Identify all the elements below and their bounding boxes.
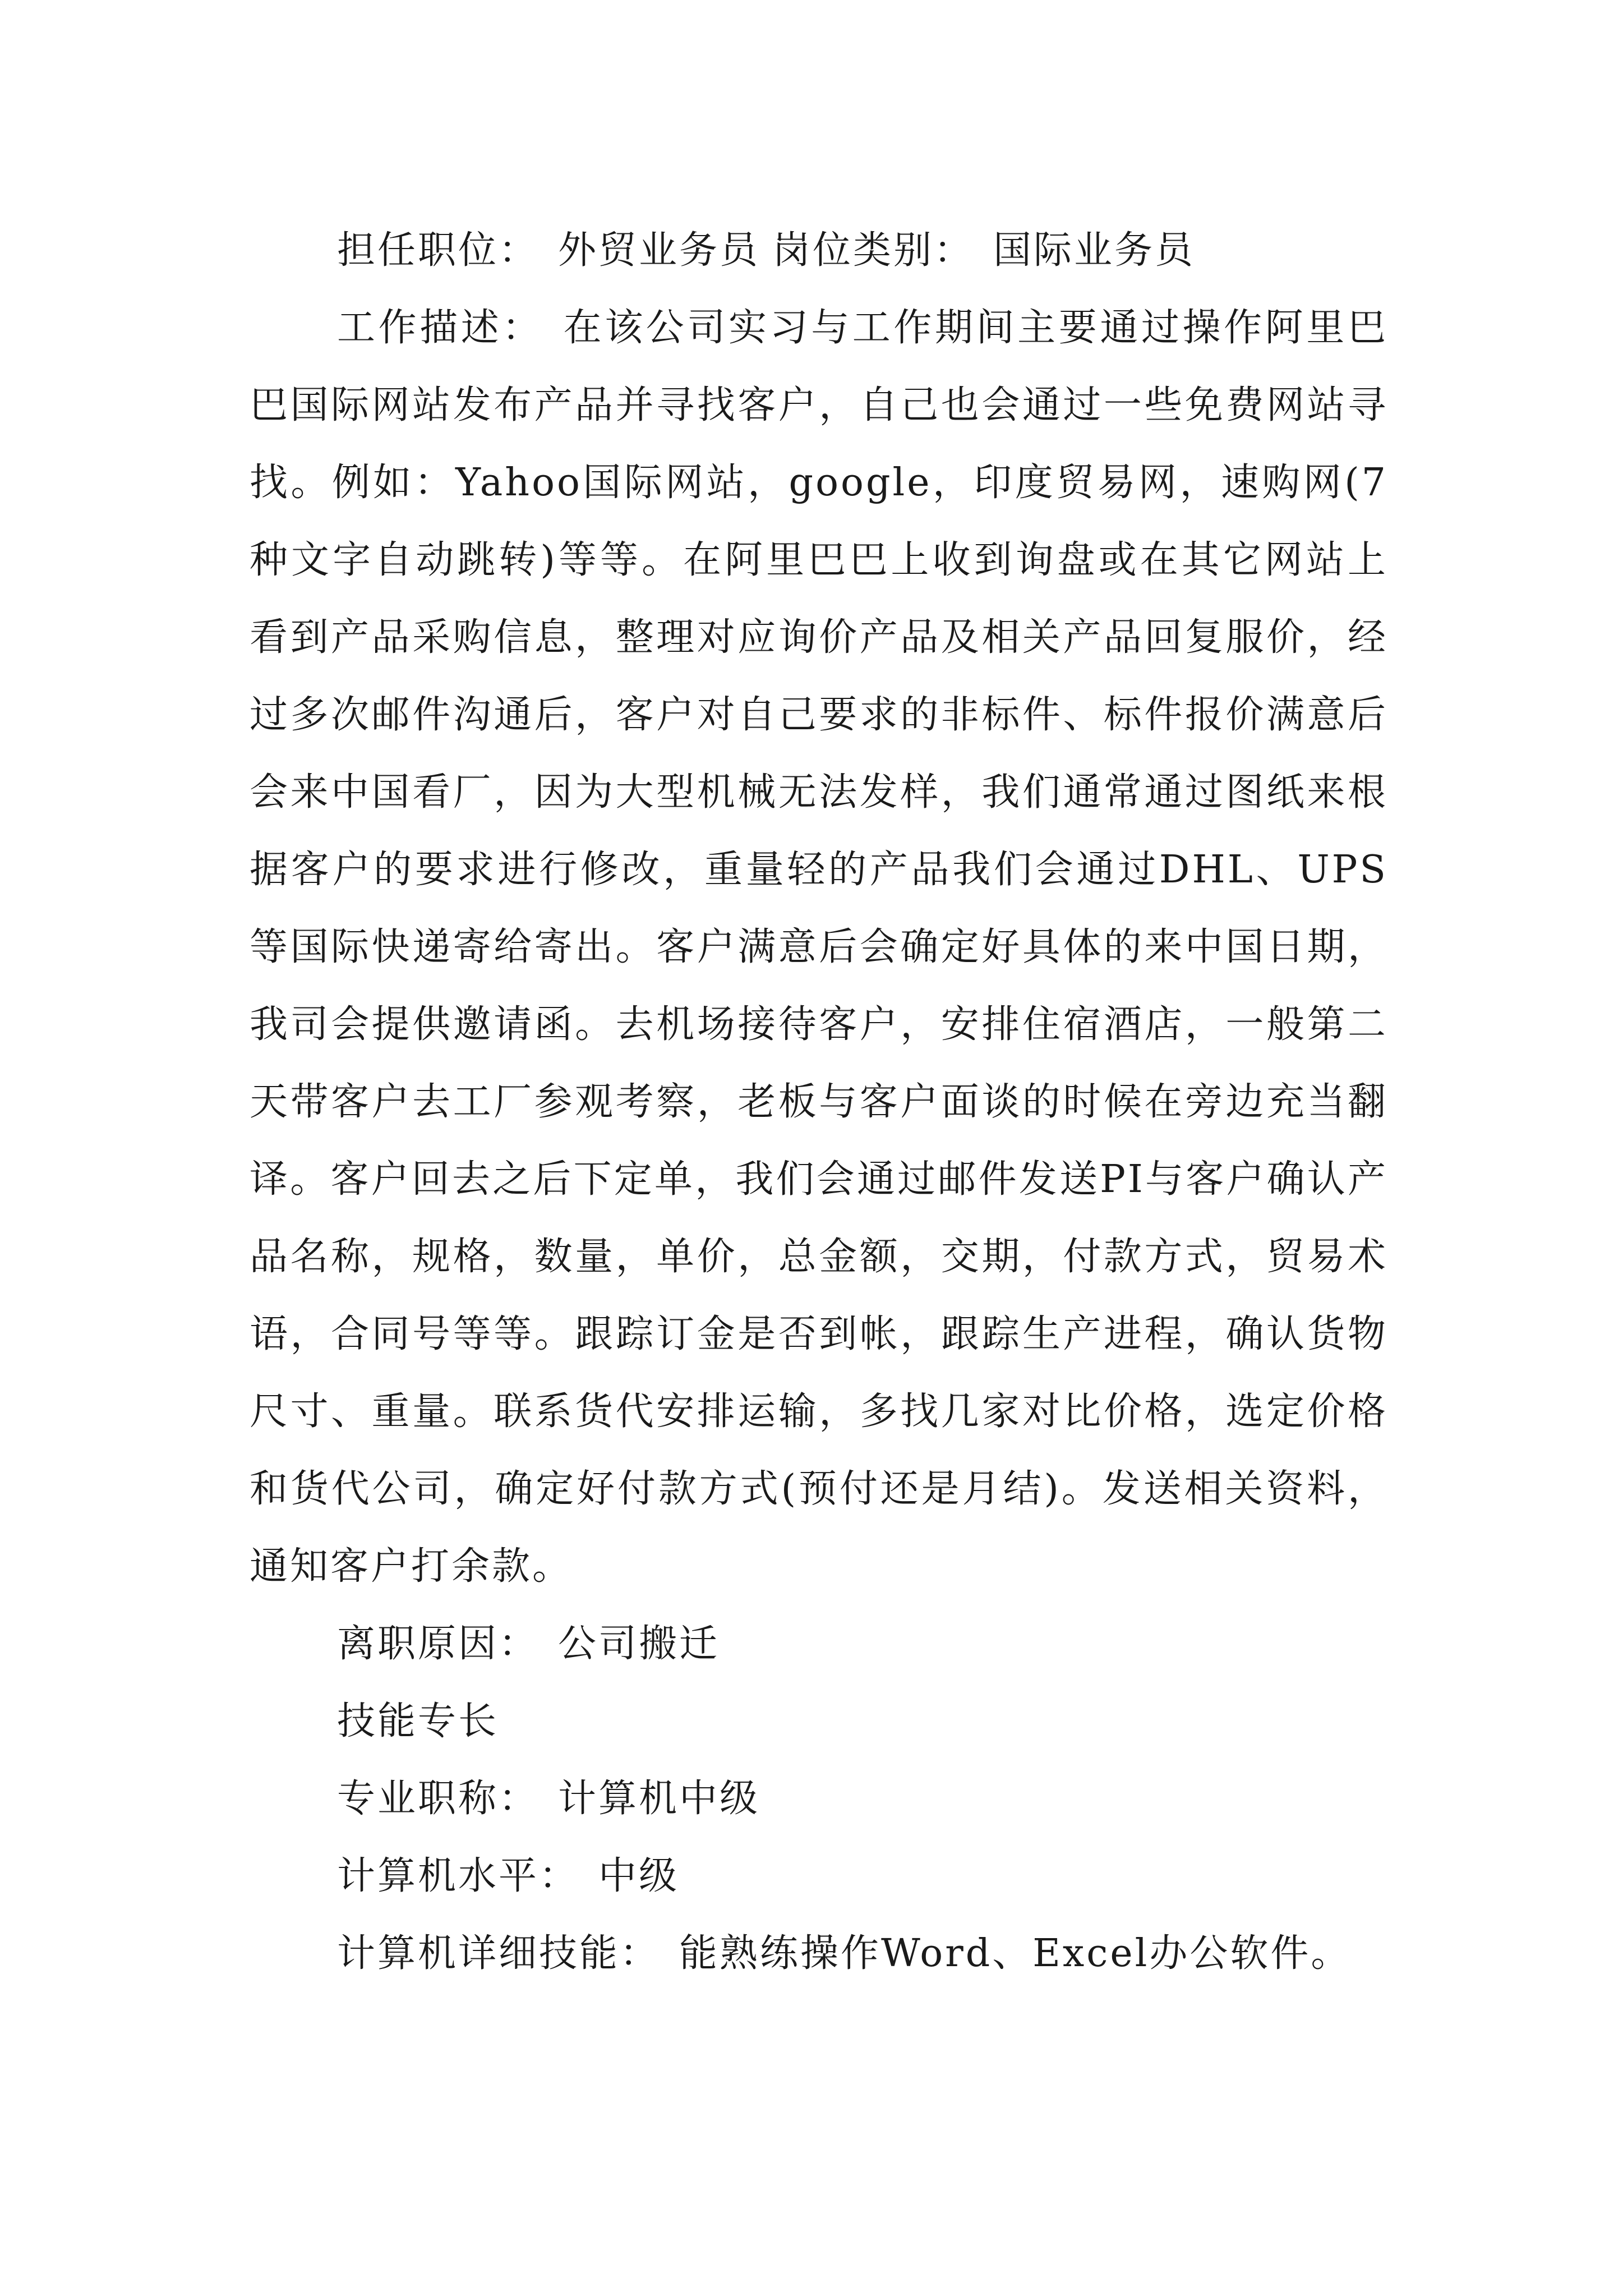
computer-skills-label: 计算机详细技能：: [337, 1931, 661, 1976]
category-value: 国际业务员: [993, 228, 1196, 273]
leave-reason-value: 公司搬迁: [558, 1622, 720, 1666]
computer-level-line: [250, 1838, 1388, 1915]
computer-skills-line: [250, 1915, 1388, 1993]
skills-heading: [250, 1683, 1388, 1760]
resume-body: [250, 212, 1388, 1993]
leave-reason-line: [250, 1605, 1388, 1683]
skills-heading-text: 技能专长: [337, 1699, 499, 1743]
job-description-text: 在该公司实习与工作期间主要通过操作阿里巴巴国际网站发布产品并寻找客户，自己也会通过一些免费网站寻找。例如：Yahoo国际网站，google，印度贸易网，速购网(7种文字自动跳转)等等。在阿里巴巴上收到询盘或在其它网站上看到产品采购信息，整理对应询价产品及相关产品回复服价，经过多次邮件沟通后，客户对自己要求的非标件、标件报价满意后会来中国看厂，因为大型机械无法发样，我们通常通过图纸来根据客户的要求进行修改，重量轻的产品我们会通过DHL、UPS等国际快递寄给寄出。客户满意后会确定好具体的来中国日期，我司会提供邀请函。去机场接待客户，安排住宿酒店，一般第二天带客户去工厂参观考察，老板与客户面谈的时候在旁边充当翻译。客户回去之后下定单，我们会通过邮件发送PI与客户确认产品名称，规格，数量，单价，总金额，交期，付款方式，贸易术语，合同号等等。跟踪订金是否到帐，跟踪生产进程，确认货物尺寸、重量。联系货代安排运输，多找几家对比价格，选定价格和货代公司，确定好付款方式(预付还是月结)。发送相关资料，通知客户打余款。: [250, 306, 1389, 1589]
position-line: [250, 212, 1388, 289]
job-description-paragraph: [250, 289, 1388, 1605]
position-label: 担任职位：: [337, 228, 540, 273]
leave-reason-label: 离职原因：: [337, 1622, 540, 1666]
position-value: 外贸业务员: [558, 228, 760, 273]
category-label: 岗位类别：: [772, 228, 975, 273]
professional-title-value: 计算机中级: [558, 1777, 760, 1821]
professional-title-label: 专业职称：: [337, 1777, 540, 1821]
computer-skills-value: 能熟练操作Word、Excel办公软件。: [679, 1931, 1352, 1976]
professional-title-line: [250, 1760, 1388, 1838]
computer-level-value: 中级: [598, 1854, 680, 1898]
job-description-label: 工作描述：: [337, 306, 543, 350]
computer-level-label: 计算机水平：: [337, 1854, 580, 1898]
